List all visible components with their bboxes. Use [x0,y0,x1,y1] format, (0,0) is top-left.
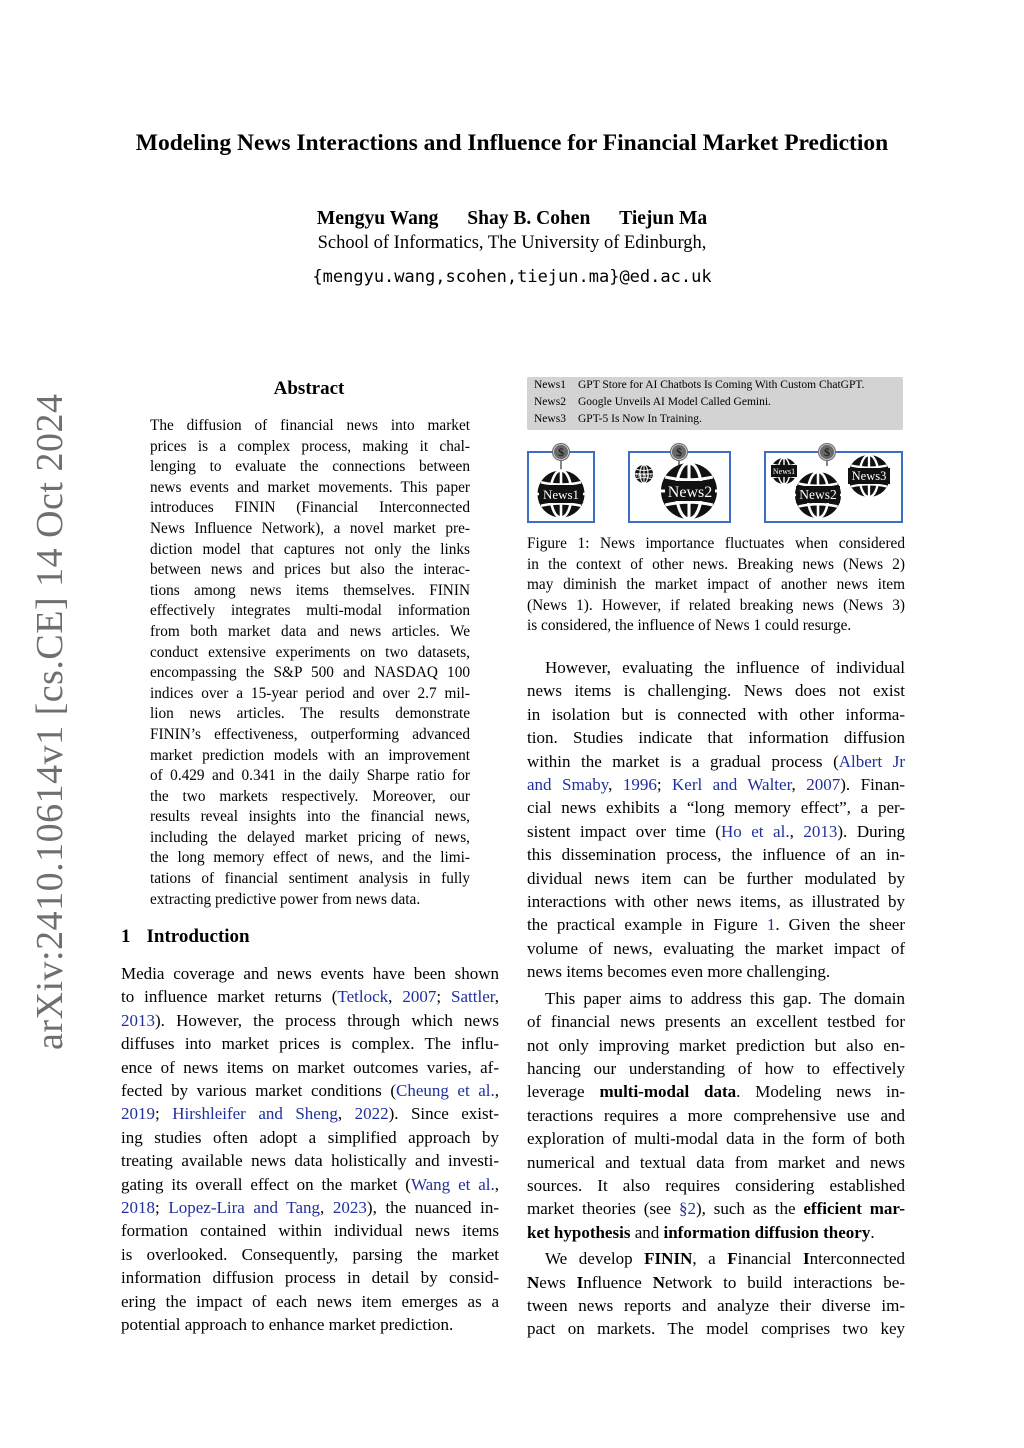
abstract-line: tations of financial sentiment analysis in fully [150,870,470,888]
caption-line: is considered, the influence of News 1 could resurge. [527,617,852,635]
text-line: exploration of multi-modal data in the form of both [527,1129,905,1149]
text-line: diffuses into market prices is complex. The influ- [121,1034,499,1054]
citation-link[interactable]: Sattler [451,987,495,1007]
caption-line: (News 1). However, if related breaking news (News 3) [527,596,905,614]
intro-column-right [527,656,905,1341]
text-line: 2013). However, the process through which news [121,1010,499,1030]
citation-link[interactable]: Tetlock [337,987,389,1007]
text-line: formation contained within individual news items [121,1221,499,1241]
text-line: interactions with other news items, as illustrated by [527,892,905,912]
text-line: numerical and textual data from market and news [527,1152,905,1172]
text-line: to influence market returns (Tetlock, 2007; Sattler, [121,987,499,1007]
text-line: Media coverage and news events have been shown [121,964,499,983]
text-line: news items becomes even more challenging. [527,962,831,982]
abstract-heading: Abstract [273,378,345,399]
text-line: dividual news item can be further modulated by [527,868,905,888]
caption-line: Figure 1: News importance fluctuates when considered [527,535,905,552]
text-line: ket hypothesis and information diffusion theory. [527,1222,875,1242]
abstract-line: the long memory effect of news, and the limi- [150,849,470,867]
abstract-line: indices over a 15-year period and over 2.7 mil- [150,684,470,702]
abstract-line: of 0.429 and 0.341 in the daily Sharpe ratio for [150,767,470,785]
text-line: 2018; Lopez-Lira and Tang, 2023), the nuanced in- [121,1198,499,1218]
citation-link[interactable]: 2018 [121,1198,155,1218]
text-line: However, evaluating the influence of individual [545,658,905,677]
text-line: 2019; Hirshleifer and Sheng, 2022). Since exist- [121,1104,499,1124]
text-line: ing studies often adopt a simplified approach by [121,1127,499,1147]
citation-link[interactable]: Cheung et al. [395,1081,495,1101]
abstract-line: the two markets respectively. Moreover, our [150,787,470,805]
author-2: Shay B. Cohen [467,208,591,229]
text-line: leverage multi-modal data. Modeling news in- [527,1082,905,1102]
text-line: cial news exhibits a “long memory effect”, a per- [527,798,905,818]
news-item: News3 GPT-5 Is Now In Training. [534,413,702,425]
abstract-line: market prediction models with an improvement [150,746,470,764]
news-label: News2 [799,487,837,502]
citation-link[interactable]: 2019 [121,1104,155,1124]
news-label: News1 [635,473,653,479]
text-line: News Influence Network to build interactions be- [527,1272,905,1292]
author-email[interactable]: {mengyu.wang,scohen,tiejun.ma}@ed.ac.uk [312,267,712,287]
citation-link[interactable]: Albert Jr [838,751,905,771]
section-heading [121,926,250,948]
news-label: News3 [851,469,887,483]
news-item: News2 Google Unveils AI Model Called Gemini. [534,396,771,408]
citation-link[interactable]: Kerl and Walter [672,775,792,795]
citation-link[interactable]: 2007 [402,987,437,1007]
paper-title: Modeling News Interactions and Influence for Financial Market Prediction [135,130,889,156]
abstract-line: introduces FININ (Financial Interconnected [150,499,470,517]
text-line: news items is challenging. News does not exist [527,681,905,701]
citation-link[interactable]: 2013 [121,1010,155,1030]
text-line: sources. It also requires considering established [527,1175,905,1195]
text-line: gating its overall effect on the market (Wang et al., [121,1174,499,1194]
text-line: this dissemination process, the influence of an in- [527,845,905,865]
author-1: Mengyu Wang [316,208,439,229]
abstract-line: from both market data and news articles. We [150,622,470,640]
abstract-line: The diffusion of financial news into market [150,417,470,434]
citation-link[interactable]: Lopez-Lira and Tang [168,1198,321,1218]
abstract-line: between news and prices but also the interac- [150,561,470,579]
figure-1-diagram [527,438,905,530]
affiliation: School of Informatics, The University of Edinburgh, [317,233,707,253]
citation-link[interactable]: Hirshleifer and Sheng [172,1104,338,1124]
text-line: is overlooked. Consequently, parsing the market [121,1244,499,1264]
text-line: volume of news, evaluating the market impact of [527,938,905,958]
abstract-line: conduct extensive experiments on two datasets, [150,643,470,661]
dollar-symbol: $ [824,445,830,459]
author-3: Tiejun Ma [619,208,708,229]
abstract-line: news events and market movements. This paper [150,478,470,496]
text-line: potential approach to enhance market prediction. [121,1315,454,1335]
news-label: News1 [542,487,580,502]
abstract-line: results reveal insights into the financial news, [150,808,470,826]
abstract-line: encompassing the S&P 500 and NASDAQ 100 [150,664,470,682]
text-line: of financial news presents an excellent testbed for [527,1012,905,1032]
text-line: ence of news items on market outcomes varies, af- [121,1057,499,1077]
citation-link[interactable]: 2013 [803,821,838,841]
section-ref-link[interactable]: §2 [678,1199,696,1219]
text-line: information diffusion process in detail by consid- [121,1268,499,1288]
text-line: within the market is a gradual process (Albert Jr [527,751,905,771]
abstract-line: including the delayed market pricing of news, [150,828,470,846]
text-line: treating available news data holistically and investi- [121,1151,499,1171]
intro-column-left [121,962,499,1337]
citation-link[interactable]: Ho et al. [720,821,790,841]
abstract-body [150,416,470,910]
text-line: in isolation but is connected with other informa- [527,704,905,724]
section-title: Introduction [146,926,250,947]
text-line: fected by various market conditions (Cheung et al., [121,1081,499,1101]
text-line: and Smaby, 1996; Kerl and Walter, 2007). Finan- [527,775,905,795]
text-line: pact on markets. The model comprises two key [527,1319,905,1339]
caption-line: in the context of other news. Breaking news (News 2) [527,555,905,573]
text-line: We develop FININ, a Financial Interconnected [545,1249,905,1269]
text-line: teractions requires a more comprehensive use and [527,1105,905,1125]
text-line: tween news reports and analyze their diverse im- [527,1295,905,1315]
text-line: This paper aims to address this gap. The domain [545,988,905,1008]
news-label: News2 [667,484,713,501]
figure-caption [527,534,905,637]
abstract-line: News Influence Network), a novel market pre- [150,519,470,537]
abstract-line: prices is a complex process, making it chal- [150,437,470,455]
abstract-line: diction model that captures not only the links [150,540,470,558]
caption-line: may diminish the market impact of another news item [527,576,905,594]
news-label: News1 [772,467,796,476]
figure-ref-link[interactable]: 1 [766,915,776,935]
citation-link[interactable]: 2023 [332,1198,367,1218]
news-item: News1 GPT Store for AI Chatbots Is Coming With Custom ChatGPT. [534,379,865,391]
text-line: sistent impact over time (Ho et al., 2013). During [527,821,905,841]
dollar-symbol: $ [676,445,682,459]
news-list-box [527,377,903,430]
citation-link[interactable]: and Smaby [527,775,609,795]
abstract-line: lenging to evaluate the connections between [150,458,470,476]
abstract-line: effectively integrates multi-modal information [150,602,470,620]
citation-link[interactable]: 2022 [354,1104,389,1124]
abstract-line: extracting predictive power from news data. [150,890,421,908]
citation-link[interactable]: Wang et al. [410,1174,495,1194]
citation-link[interactable]: 1996 [622,775,657,795]
abstract-line: FININ’s effectiveness, outperforming advanced [150,725,470,743]
text-line: hancing our understanding of how to effectively [527,1058,905,1078]
text-line: not only improving market prediction but also en- [527,1035,905,1055]
text-line: the practical example in Figure 1. Given the sheer [527,915,905,935]
arxiv-stamp: arXiv:2410.10614v1 [cs.CE] 14 Oct 2024 [29,393,71,1050]
text-line: ering the impact of each news item emerges as a [121,1291,499,1311]
abstract-line: lion news articles. The results demonstrate [150,705,470,723]
author-list [0,208,1024,230]
abstract-line: tions among news items themselves. FININ [150,581,470,599]
section-number: 1 [121,926,131,947]
citation-link[interactable]: 2007 [806,775,841,795]
text-line: tion. Studies indicate that information diffusion [527,728,905,748]
text-line: market theories (see §2), such as the efficient mar- [527,1199,905,1219]
dollar-symbol: $ [558,445,564,459]
